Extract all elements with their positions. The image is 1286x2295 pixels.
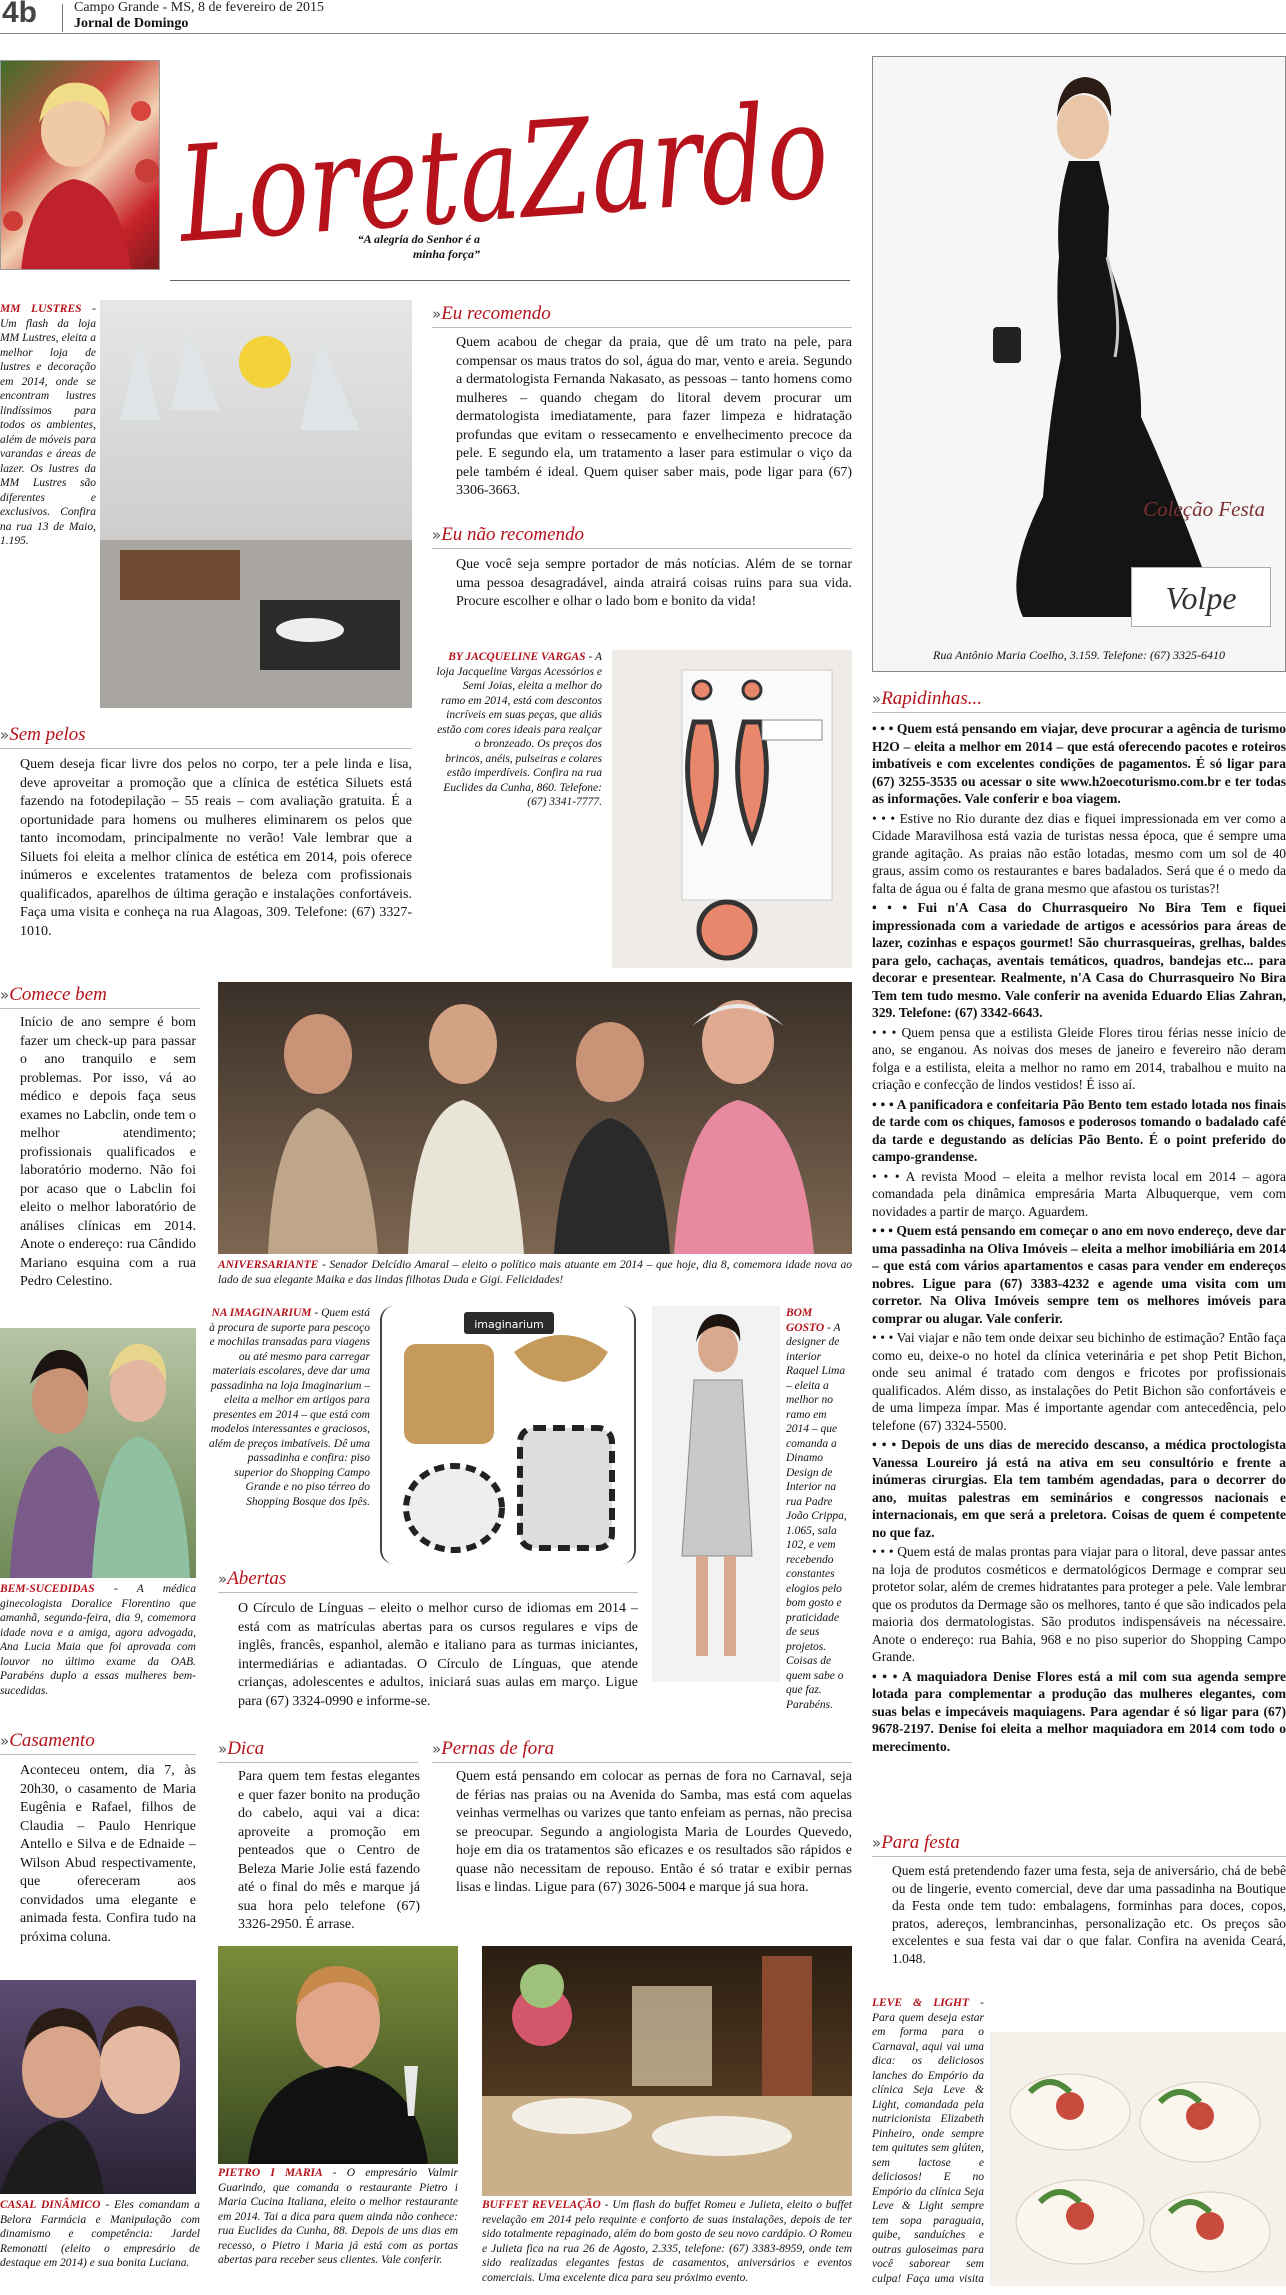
bem-sucedidas-caption: BEM-SUCEDIDAS - A médica ginecologista Doralice Florentino que amanhã, segunda-feira, dia 9, comemora idade nova e a amiga, agora advogada, Ana Lucia Maia que foi aprovada com louvor no último exame da OAB. Parabéns duplo a essas mulheres bem-sucedidas. <box>0 1583 196 1697</box>
abertas-text: O Círculo de Línguas – eleito o melhor curso de idiomas em 2014 – está com as matrículas abertas para os cursos regulares e vips de inglês, francês, espanhol, alemão e italiano para as turmas iniciantes, intermediárias e adiantadas. O Círculo de Línguas, que atende crianças, adolescentes e adultos, iniciará suas aulas em março. Ligue para (67) 3324-0990 e informe-se. <box>238 1601 638 1709</box>
family-group-photo-icon <box>218 982 852 1254</box>
chevron-right-icon: » <box>218 1570 224 1588</box>
page-number: 4b <box>2 0 38 29</box>
eu-recomendo-text: Quem acabou de chegar da praia, que dê um trato na pele, para compensar os maus tratos do sol, água do mar, vento e areia. Segundo a dermatologista Fernanda Nakasato, as pessoas – tanto homens como mulheres – quando chegam do litoral devem procurar um dermatologista imediatamente, para fazer limpeza e hidratação profundas que evitam o ressecamento e envelhecimento precoce da pele. E segundo ela, um tratamento a laser para estimular o viço da pele também é ideal. Quem quiser saber mais, pode ligar para (67) 3306-3663. <box>456 335 852 498</box>
chevron-right-icon: » <box>872 1834 878 1852</box>
chevron-right-icon: » <box>432 1740 438 1758</box>
jacqueline-photo <box>612 650 852 968</box>
banquet-hall-icon <box>482 1946 852 2196</box>
motto-line-1: “A alegria do Senhor é a <box>357 232 480 246</box>
bem-sucedidas-photo <box>0 1328 196 1578</box>
neck-pillows-backpacks-icon <box>394 1308 622 1562</box>
sem-pelos-heading: » Sem pelos <box>0 724 412 749</box>
mm-lustres-caption: MM LUSTRES - Um flash da loja MM Lustres, eleita a melhor loja de lustres e decoração em 2014, onde se encontram lustres lindíssimos para todos os ambientes, além de móveis para varandas e áreas de lazer. Os lustres da MM Lustres são diferentes e exclusivos. Confira na rua 13 de Maio, 1.195. <box>0 303 96 547</box>
masthead-rule <box>170 280 850 281</box>
columnist-photo <box>0 60 160 270</box>
motto-line-2: minha força” <box>412 247 480 261</box>
chevron-right-icon: » <box>432 526 438 544</box>
imaginarium-title: NA IMAGINARIUM <box>211 1307 312 1319</box>
sem-pelos-text: Quem deseja ficar livre dos pelos no corpo, ter a pele linda e lisa, deve aproveitar a promoção que a clínica de estética Siluets está fazendo na fotodepilação – 55 reais – com avaliação gratuita. É a oportunidade para homens ou mulheres eliminarem os pelos que tanto incomodam, principalmente no verão! Vale lembrar que a Siluets foi eleita a melhor clínica de estética em 2014, pois oferece inúmeros e excelentes tratamentos de beleza com profissionais qualificados, aparelhos de última geração e instalações confortáveis. Faça uma visita e conheça na rua Alagoas, 309. Telefone: (67) 3327-1010. <box>20 757 412 939</box>
rapidinha-item: • • • Quem pensa que a estilista Gleide Flores tirou férias nesse início de ano, se enganou. As noivas dos meses de janeiro e fevereiro não deram folga e a estilista, eleita a melhor no ramo em 2014, trabalhou e muito na criação e confecção de lindos vestidos! É isso aí. <box>872 1024 1286 1092</box>
logo-text: LoretaZardo <box>173 60 850 248</box>
aniversariante-photo <box>218 982 852 1254</box>
earrings-jewelry-icon <box>612 650 852 968</box>
aniversariante-title: ANIVERSARIANTE <box>218 1259 319 1271</box>
rapidinha-item: • • • Quem está pensando em começar o ano em novo endereço, deve dar uma passadinha na Oliva Imóveis – eleita a melhor imobiliária em 2014 – que está com vários apartamentos e casas para vender em endereços nobres. Ligue para (67) 3383-4232 e agende uma visita com um corretor. Na Oliva Imóveis sempre tem os melhores imóveis para comprar ou alugar. Vale conferir. <box>872 1223 1286 1326</box>
rapidinha-item: • • • A revista Mood – eleita a melhor revista local em 2014 – agora comandada pela dinâmica empresária Marta Albuquerque, vem com novidades a partir de março. Aguardem. <box>872 1168 1286 1219</box>
pietro-title: PIETRO I MARIA <box>218 2167 323 2179</box>
dica-heading: » Dica <box>218 1738 418 1763</box>
buffet-photo <box>482 1946 852 2196</box>
buffet-title: BUFFET REVELAÇÃO <box>482 2199 601 2211</box>
masthead-logo <box>170 48 850 248</box>
comece-bem-text: Início de ano sempre é bom fazer um check-up para passar o ano tranquilo e sem problemas. Por isso, vá ao médico e depois faça seus exames no Labclin, onde tem o melhor atendimento; profissionais qualificados e laboratório moderno. Não foi por acaso que o Labclin foi eleito o melhor laboratório de análises clínicas em 2014. Anote o endereço: rua Cândido Mariano esquina com a rua Pedro Celestino. <box>20 1015 196 1289</box>
header-section: Jornal de Domingo <box>74 16 189 31</box>
pietro-photo <box>218 1946 458 2164</box>
bem-sucedidas-title: BEM-SUCEDIDAS <box>0 1583 95 1595</box>
rapidinha-item: • • • Fui n'A Casa do Churrasqueiro No Bira Tem e fiquei impressionada com a variedade de artigos e acessórios para áreas de lazer, cozinhas e espaços gourmet! São churrasqueiras, grelhas, baldes para gelo, cachaças, aventais temáticos, quadros, bandejas etc... para decorar e presentear. Realmente, n'A Casa do Churrasqueiro No Bira Tem tem tudo mesmo. Vale conferir na avenida Eduardo Elias Zahran, 329. Telefone: (67) 3342-6643. <box>872 900 1286 1020</box>
header-divider <box>62 4 63 32</box>
couple-selfie-icon <box>0 1980 196 2194</box>
fashion-ad[interactable] <box>872 56 1286 672</box>
bom-gosto-caption: BOM GOSTO - A designer de interior Raquel Lima – eleita a melhor no ramo em 2014 – que comanda a Dinamo Design de Interior na rua Padre João Crippa, 1.065, sala 102, e vem recebendo constantes elogios pelo bom gosto e praticidade de seus projetos. Coisas de quem sabe o que faz. Parabéns. <box>786 1307 847 1711</box>
columnist-portrait-icon <box>1 61 160 270</box>
rapidinha-item: • • • Estive no Rio durante dez dias e fiquei impressionada em ver como a Cidade Maravilhosa está vazia de turistas nessa época, que é sempre uma grande agitação. As praias não estão lotadas, mesmo com um sol de 40 graus, assim como os restaurantes e bares badalados. Será que é o medo da falta de água ou é falta de grana mesmo que afastou os turistas?! <box>872 810 1286 896</box>
rapidinha-item: • • • Quem está pensando em viajar, deve procurar a agência de turismo H2O – eleita a melhor em 2014 – que está oferecendo pacotes e roteiros imbatíveis e com excelentes condições de pagamentos. É só ligar para (67) 3255-3535 ou acessar o site www.h2oecoturismo.com.br e ter todas as informações. Vale conferir e boa viagem. <box>872 721 1286 806</box>
restaurateur-portrait-icon <box>218 1946 458 2164</box>
para-festa-text: Quem está pretendendo fazer uma festa, seja de aniversário, chá de bebê ou de lingerie, evento comercial, deve dar uma passadinha na Boutique da Festa onde tem tudo: embalagens, forminhas para doces, copos, pratos, adereços, lembrancinhas, personalização etc. Os preços são excelentes e sua festa vai dar o que falar. Confira na avenida Ceará, 1.048. <box>892 1863 1286 1966</box>
rapidinha-item: • • • Depois de uns dias de merecido descanso, a médica proctologista Vanessa Loureiro já está na ativa em seu consultório e frente a inúmeras cirurgias. Ela tem também agendadas, para o decorrer do ano, muitas palestras em seminários e congressos nacionais e internacionais, em que será a preletora. Coisas de quem é competente no que faz. <box>872 1437 1286 1540</box>
aniversariante-caption: ANIVERSARIANTE - Senador Delcídio Amaral – eleito o político mais atuante em 2014 – que hoje, dia 8, comemora idade nova ao lado de sua elegante Maika e das lindas filhotas Duda e Gigi. Felicidades! <box>218 1259 852 1286</box>
rapidinha-item: • • • Vai viajar e não tem onde deixar seu bichinho de estimação? Então faça como eu, deixe-o no hotel da clínica veterinária e pet shop Petit Bichon, onde seu animal é tratado com dengos e fricotes por profissionais qualificados. Além disso, as instalações do Petit Bichon são confortáveis e de uma limpeza ímpar. Mas é importante agendar com antecedência, pelo telefone (67) 3324-5500. <box>872 1330 1286 1433</box>
pernas-de-fora-text: Quem está pensando em colocar as pernas de fora no Carnaval, seja de férias nas praias ou na Avenida do Samba, mas está com aquelas veinhas vermelhas ou varizes que tanto enfeiam as pernas, não precisa se preocupar. Segundo a angiologista Maria de Lourdes Quevedo, hoje em dia os tratamentos são eficazes e os resultados são rápidos e quase não necessitam de repouso. Então é só tratar e exibir pernas lisas e lindas. Ligue para (67) 3026-5004 e marque já sua hora. <box>456 1769 852 1895</box>
two-women-photo-icon <box>0 1328 196 1578</box>
casal-dinamico-title: CASAL DINÂMICO <box>0 2199 101 2211</box>
dica-text: Para quem tem festas elegantes e quer fazer bonito na produção do cabelo, aqui vai a dica: aproveite a promoção em penteados que o Centro de Beleza Marie Jolie está fazendo até o final do mês e marque já sua hora pelo telefone (67) 3326-2950. É arrase. <box>238 1769 420 1932</box>
leve-light-title: LEVE & LIGHT <box>872 1997 970 2009</box>
masthead-motto <box>300 232 480 262</box>
buffet-caption: BUFFET REVELAÇÃO - Um flash do buffet Romeu e Julieta, eleito o buffet revelação em 2014 pelo requinte e conforto de suas instalações, depois de ter sido totalmente repaginado, além do bom gosto de seu novo cardápio. O Romeu e Julieta fica na rua 26 de Agosto, 2.335, telefone: (67) 3383-8959, onde tem sido realizadas elegantes festas de casamentos, aniversários e eventos comerciais. Uma excelente dica para seu próximo evento. <box>482 2199 852 2284</box>
jacqueline-title: BY JACQUELINE VARGAS <box>448 651 586 663</box>
rapidinha-item: • • • A panificadora e confeitaria Pão Bento tem estado lotada nos finais de tarde com os chiques, famosos e poderosos tomando o badalado café da tarde e degustando as delícias Pão Bento. É o point preferido do campo-grandense. <box>872 1096 1286 1164</box>
casamento-heading: » Casamento <box>0 1730 196 1755</box>
chevron-right-icon: » <box>218 1740 224 1758</box>
imaginarium-caption: NA IMAGINARIUM - Quem está à procura de suporte para pescoço e mochilas transadas para viagens ou até mesmo para carregar materiais escolares, deve dar uma passadinha na loja Imaginarium –eleita a melhor em artigos para presentes em 2014 – que está com modelos interessantes e graciosos, além de preços imbatíveis. Dê uma passadinha e confira: piso superior do Shopping Campo Grande e no piso térreo do Shopping Bosque dos Ipês. <box>208 1307 370 1508</box>
ad-signature: Volpe <box>1131 567 1271 627</box>
pietro-caption: PIETRO I MARIA - O empresário Valmir Guarindo, que comanda o restaurante Pietro i Maria Cucina Italiana, eleito o melhor restaurante em 2014. Tai a dica para quem ainda não conhece: rua Euclides da Cunha, 88. Depois de uns dias em recesso, o Pietro i Maria já está com as portas abertas para receber seus clientes. Vale conferir. <box>218 2167 459 2266</box>
page-header <box>0 0 1286 34</box>
mm-lustres-photo <box>100 300 412 708</box>
designer-portrait-icon <box>652 1306 780 1682</box>
casal-dinamico-photo <box>0 1980 196 2194</box>
chevron-right-icon: » <box>432 305 438 323</box>
casamento-text: Aconteceu ontem, dia 7, às 20h30, o casamento de Maria Eugênia e Rafael, filhos de Claudia – Paulo Henrique Antello e Silva e de Ednaide – Wilson Abud respectivamente, que ofereceram aos convidados uma elegante e animada festa. Confira tudo na próxima coluna. <box>20 1763 196 1945</box>
bom-gosto-photo <box>652 1306 780 1682</box>
comece-bem-heading: » Comece bem <box>0 984 200 1009</box>
rapidinhas-heading: » Rapidinhas... <box>872 688 1286 713</box>
bom-gosto-title: BOM GOSTO <box>786 1307 825 1334</box>
header-date: Campo Grande - MS, 8 de fevereiro de 2015 <box>74 0 324 15</box>
ad-brand: Coleção Festa <box>1143 497 1265 521</box>
mm-lustres-title: MM LUSTRES <box>0 303 82 315</box>
eu-recomendo-heading: » Eu recomendo <box>432 303 852 328</box>
chevron-right-icon: » <box>0 1732 6 1750</box>
casal-dinamico-caption: CASAL DINÂMICO - Eles comandam a Belora Farmácia e Manipulação com dinamismo e competência: Jardel Remonatti (eleito o empresário de destaque em 2014) e sua bonita Luciana. <box>0 2199 201 2269</box>
rapidinha-item: • • • Quem está de malas prontas para viajar para o litoral, deve passar antes na loja de produtos cosméticos e dermatológicos Dermage e comprar seu protetor solar, além de cremes hidratantes para proteger a pele. Vale lembrar que os produtos da Dermage são os melhores, tanto é que são indicados pela maioria dos dermatologistas. São produtos indispensáveis na nécessaire. Anote o endereço: rua Bahia, 968 e no piso superior do Shopping Campo Grande. <box>872 1544 1286 1664</box>
chevron-right-icon: » <box>0 986 6 1004</box>
pernas-de-fora-heading: » Pernas de fora <box>432 1738 852 1763</box>
jacqueline-caption: BY JACQUELINE VARGAS - A loja Jacqueline Vargas Acessórios e Semi Joias, eleita a melhor do ramo em 2014, está com descontos incríveis em suas peças, que aliás estão com cores ideais para realçar o bronzeado. Os preços dos brincos, anéis, pulseiras e colares estão imperdíveis. Confira na rua Euclides da Cunha, 860. Telefone: (67) 3341-7777. <box>436 651 602 808</box>
chevron-right-icon: » <box>872 690 878 708</box>
imaginarium-photo <box>394 1308 622 1562</box>
abertas-heading: » Abertas <box>218 1568 638 1593</box>
eu-nao-recomendo-text: Que você seja sempre portador de más notícias. Além de se tornar uma pessoa desagradável, ainda atrairá coisas ruins para sua vida. Procure escolher e olhar o lado bom e bonito da vida! <box>456 557 852 609</box>
imaginarium-sign: imaginarium <box>474 1318 544 1331</box>
healthy-snacks-icon <box>990 2032 1286 2286</box>
chandelier-showroom-icon <box>100 300 412 708</box>
loreta-zardo-logo-icon <box>170 48 850 248</box>
para-festa-heading: » Para festa <box>872 1832 1286 1857</box>
leve-light-photo <box>990 2032 1286 2286</box>
chevron-right-icon: » <box>0 726 6 744</box>
ad-address: Rua Antônio Maria Coelho, 3.159. Telefone: (67) 3325-6410 <box>933 648 1225 662</box>
rapidinha-item: • • • A maquiadora Denise Flores está a mil com sua agenda sempre lotada para complementar a produção das mulheres elegantes, com suas belas e impecáveis maquiagens. Para agendar é só ligar para (67) 9678-2197. Denise foi eleita a melhor maquiadora em 2014 com todo o merecimento. <box>872 1668 1286 1754</box>
rapidinhas-list <box>872 720 1286 1757</box>
leve-light-caption: LEVE & LIGHT - Para quem deseja estar em forma para o Carnaval, aqui vai uma dica: os deliciosos lanches do Empório da clínica Seja Leve & Light, comandada pela nutricionista Elizabeth Pinheiro, onde sempre tem quitutes sem glúten, sem lactose e deliciosos! E no Empório da clínica Seja Leve & Light sempre tem sopa paraguaia, quibe, sanduíches e outras guloseimas para você saborear sem culpa! Faça uma visita <box>872 1996 1286 2286</box>
eu-nao-recomendo-heading: » Eu não recomendo <box>432 524 852 549</box>
